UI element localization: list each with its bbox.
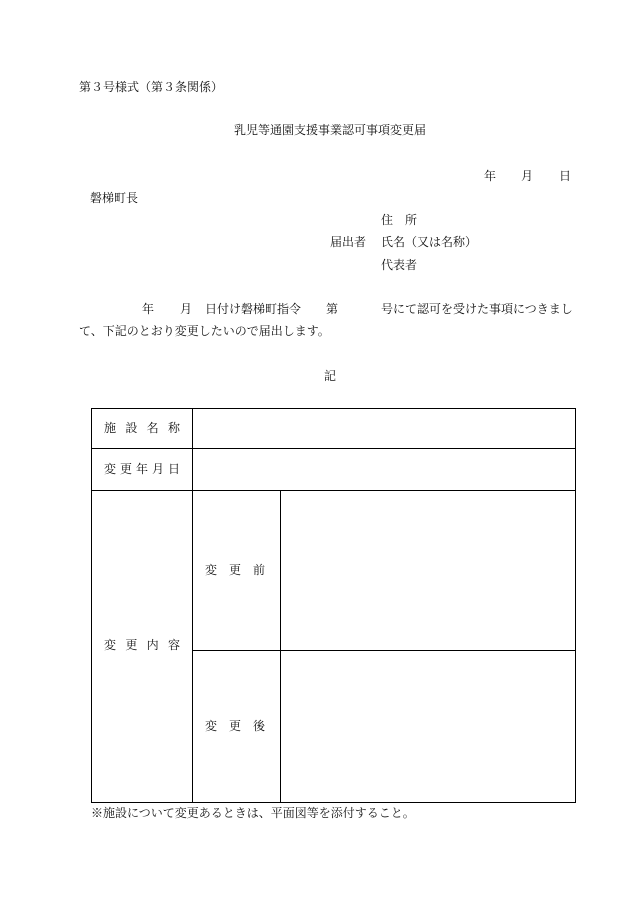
before-change-label: 変 更 前 (205, 563, 266, 577)
addressee: 磐梯町長 (90, 191, 139, 205)
date-year: 年 (484, 169, 497, 183)
change-content-label: 変 更 内 容 (104, 638, 180, 652)
footnote: ※施設について変更あるときは、平面図等を添付すること。 (91, 806, 415, 820)
applicant-label: 届出者 (330, 235, 367, 249)
form-number: 第３号様式（第３条関係） (79, 80, 224, 94)
facility-name-field (193, 409, 575, 448)
body-number-prefix: 第 (326, 302, 339, 316)
date-month: 月 (521, 169, 534, 183)
date-day: 日 (559, 169, 572, 183)
after-change-label: 変 更 後 (205, 719, 266, 733)
representative-label: 代表者 (381, 258, 418, 272)
before-change-field (281, 491, 575, 650)
document-title: 乳児等通園支援事業認可事項変更届 (233, 123, 426, 137)
body-month: 月 (180, 302, 193, 316)
body-day-dated: 日付け磐梯町指令 (205, 302, 302, 316)
change-date-field (193, 449, 575, 490)
name-label: 氏名（又は名称） (381, 235, 478, 249)
change-date-label: 変 更 年 月 日 (104, 462, 180, 476)
body-year: 年 (142, 302, 155, 316)
body-line2: て、下記のとおり変更したいので届出します。 (79, 324, 330, 338)
address-label: 住 所 (381, 213, 418, 227)
facility-name-label: 施 設 名 称 (104, 421, 180, 435)
ki-heading: 記 (323, 369, 336, 383)
body-line1-rest: 号にて認可を受けた事項につきまし (381, 302, 573, 316)
after-change-field (281, 651, 575, 802)
